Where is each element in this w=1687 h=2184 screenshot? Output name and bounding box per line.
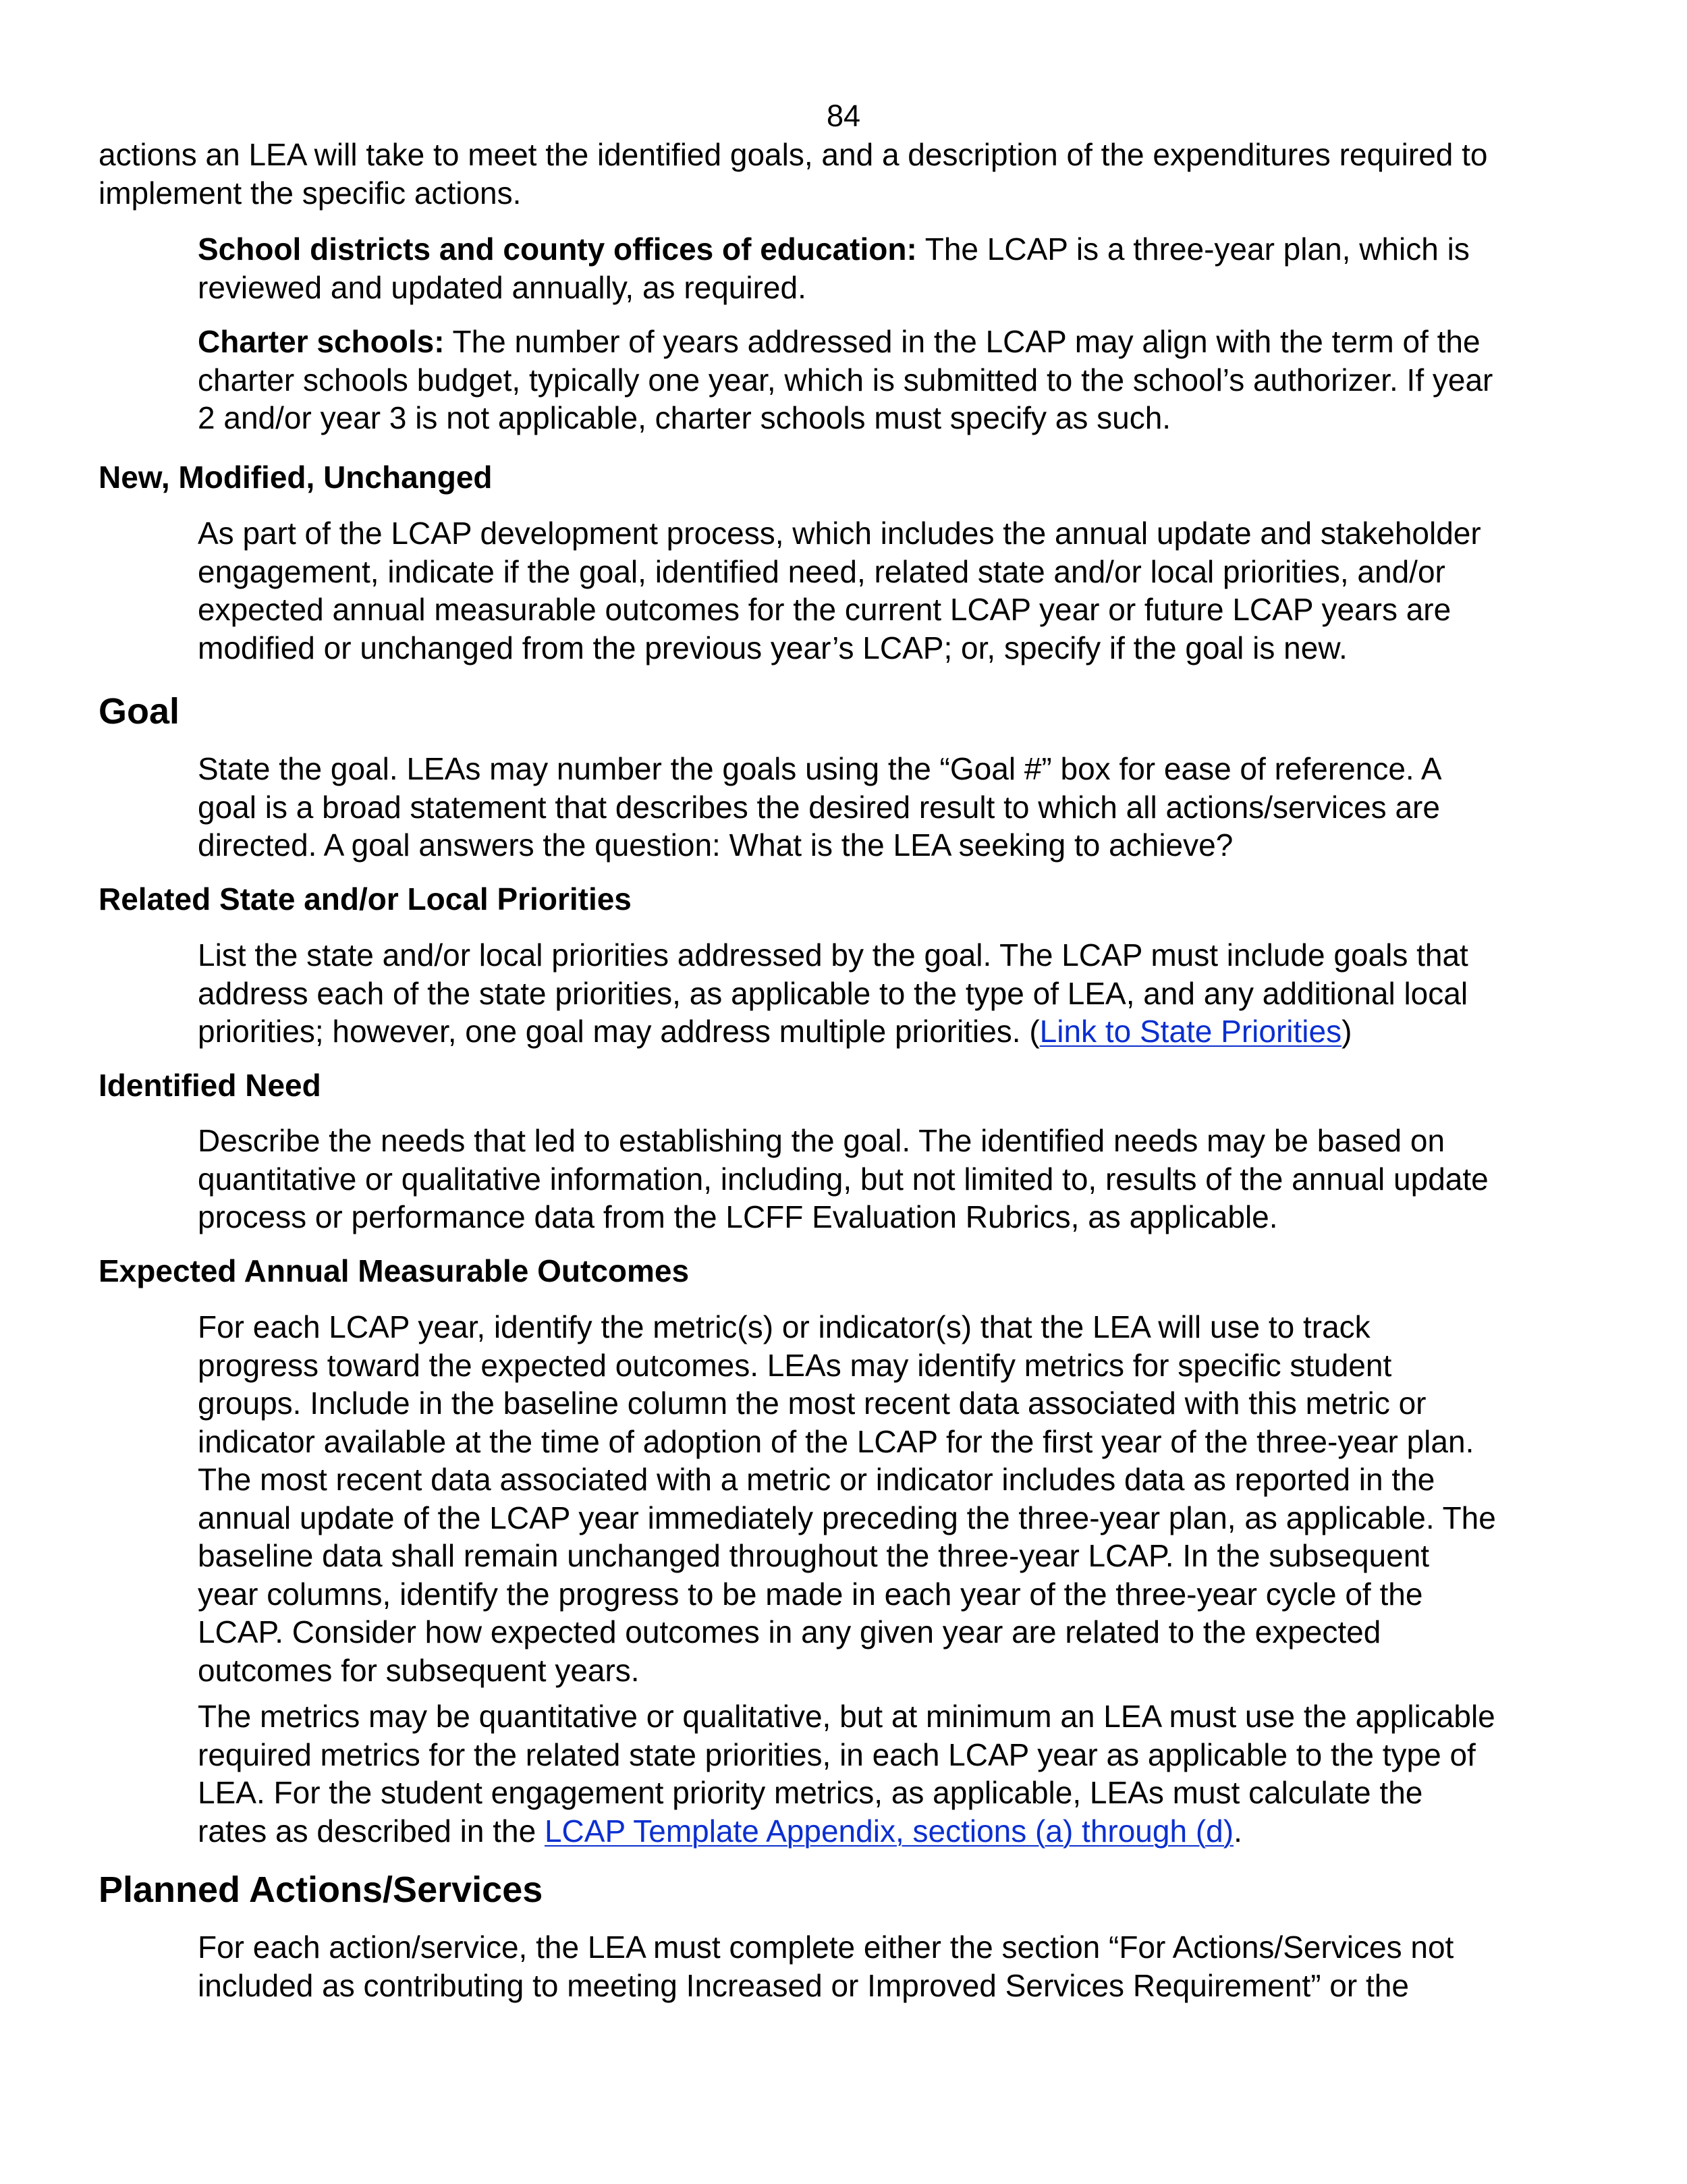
new-modified-paragraph: As part of the LCAP development process, which includes the annual update and stakeholder engagement, indicate if the goal, identified need, related state and/or local priorities, and/or expected annual measurable outcomes for the current LCAP year or future LCAP years are modified or unchanged from the previous year’s LCAP; or, specify if the goal is new. (198, 516, 1481, 665)
identified-need-heading: Identified Need (99, 1068, 321, 1103)
planned-actions-heading: Planned Actions/Services (99, 1869, 543, 1910)
goal-heading: Goal (99, 691, 180, 732)
charter-schools-paragraph: Charter schools: The number of years addressed in the LCAP may align with the term of the charter schools budget, typically one year, which is submitted to the school’s authorizer. If year 2 and/or year 3 is not applicable, charter schools must specify as such. (198, 324, 1493, 435)
identified-need-paragraph: Describe the needs that led to establishing the goal. The identified needs may be based on quantitative or qualitative information, including, but not limited to, results of the annual update process or performance data from the LCFF Evaluation Rubrics, as applicable. (198, 1123, 1489, 1234)
lcap-appendix-link[interactable]: LCAP Template Appendix, sections (a) through (d) (544, 1813, 1234, 1849)
expected-outcomes-heading: Expected Annual Measurable Outcomes (99, 1253, 690, 1288)
expected-outcomes-paragraph-1: For each LCAP year, identify the metric(s) or indicator(s) that the LEA will use to track progress toward the expected outcomes. LEAs may identify metrics for specific student groups. Include in the baseline column the most recent data associated with this metric or indicator available at the time of adoption of the LCAP for the first year of the three-year plan. The most recent data associated with a metric or indicator includes data as reported in the annual update of the LCAP year immediately preceding the three-year plan, as applicable. The baseline data shall remain unchanged throughout the three-year LCAP. In the subsequent year columns, identify the progress to be made in each year of the three-year cycle of the LCAP. Consider how expected outcomes in any given year are related to the expected outcomes for subsequent years. (198, 1309, 1496, 1688)
school-districts-label: School districts and county offices of education: (198, 231, 917, 267)
intro-paragraph: actions an LEA will take to meet the identified goals, and a description of the expenditures required to implement the specific actions. (99, 137, 1488, 211)
new-modified-heading: New, Modified, Unchanged (99, 460, 493, 495)
planned-actions-paragraph: For each action/service, the LEA must complete either the section “For Actions/Services not included as contributing to meeting Increased or Improved Services Requirement” or the (198, 1930, 1454, 2003)
page-number: 84 (826, 99, 861, 133)
expected-outcomes-paragraph-2: The metrics may be quantitative or qualitative, but at minimum an LEA must use the applicable required metrics for the related state priorities, in each LCAP year as applicable to the type of LEA. For the student engagement priority metrics, as applicable, LEAs must calculate the rates as described in the LCAP Template Appendix, sections (a) through (d). (198, 1699, 1495, 1849)
state-priorities-link[interactable]: Link to State Priorities (1039, 1014, 1342, 1049)
related-priorities-heading: Related State and/or Local Priorities (99, 881, 632, 917)
goal-paragraph: State the goal. LEAs may number the goals using the “Goal #” box for ease of reference. A goal is a broad statement that describes the desired result to which all actions/services are directed. A goal answers the question: What is the LEA seeking to achieve? (198, 751, 1442, 863)
charter-schools-label: Charter schools: (198, 324, 445, 359)
school-districts-paragraph: School districts and county offices of education: The LCAP is a three-year plan, which is reviewed and updated annually, as required. (198, 231, 1470, 305)
related-priorities-paragraph: List the state and/or local priorities addressed by the goal. The LCAP must include goals that address each of the state priorities, as applicable to the type of LEA, and any additional local priorities; however, one goal may address multiple priorities. (Link to State Priorities) (198, 937, 1468, 1049)
